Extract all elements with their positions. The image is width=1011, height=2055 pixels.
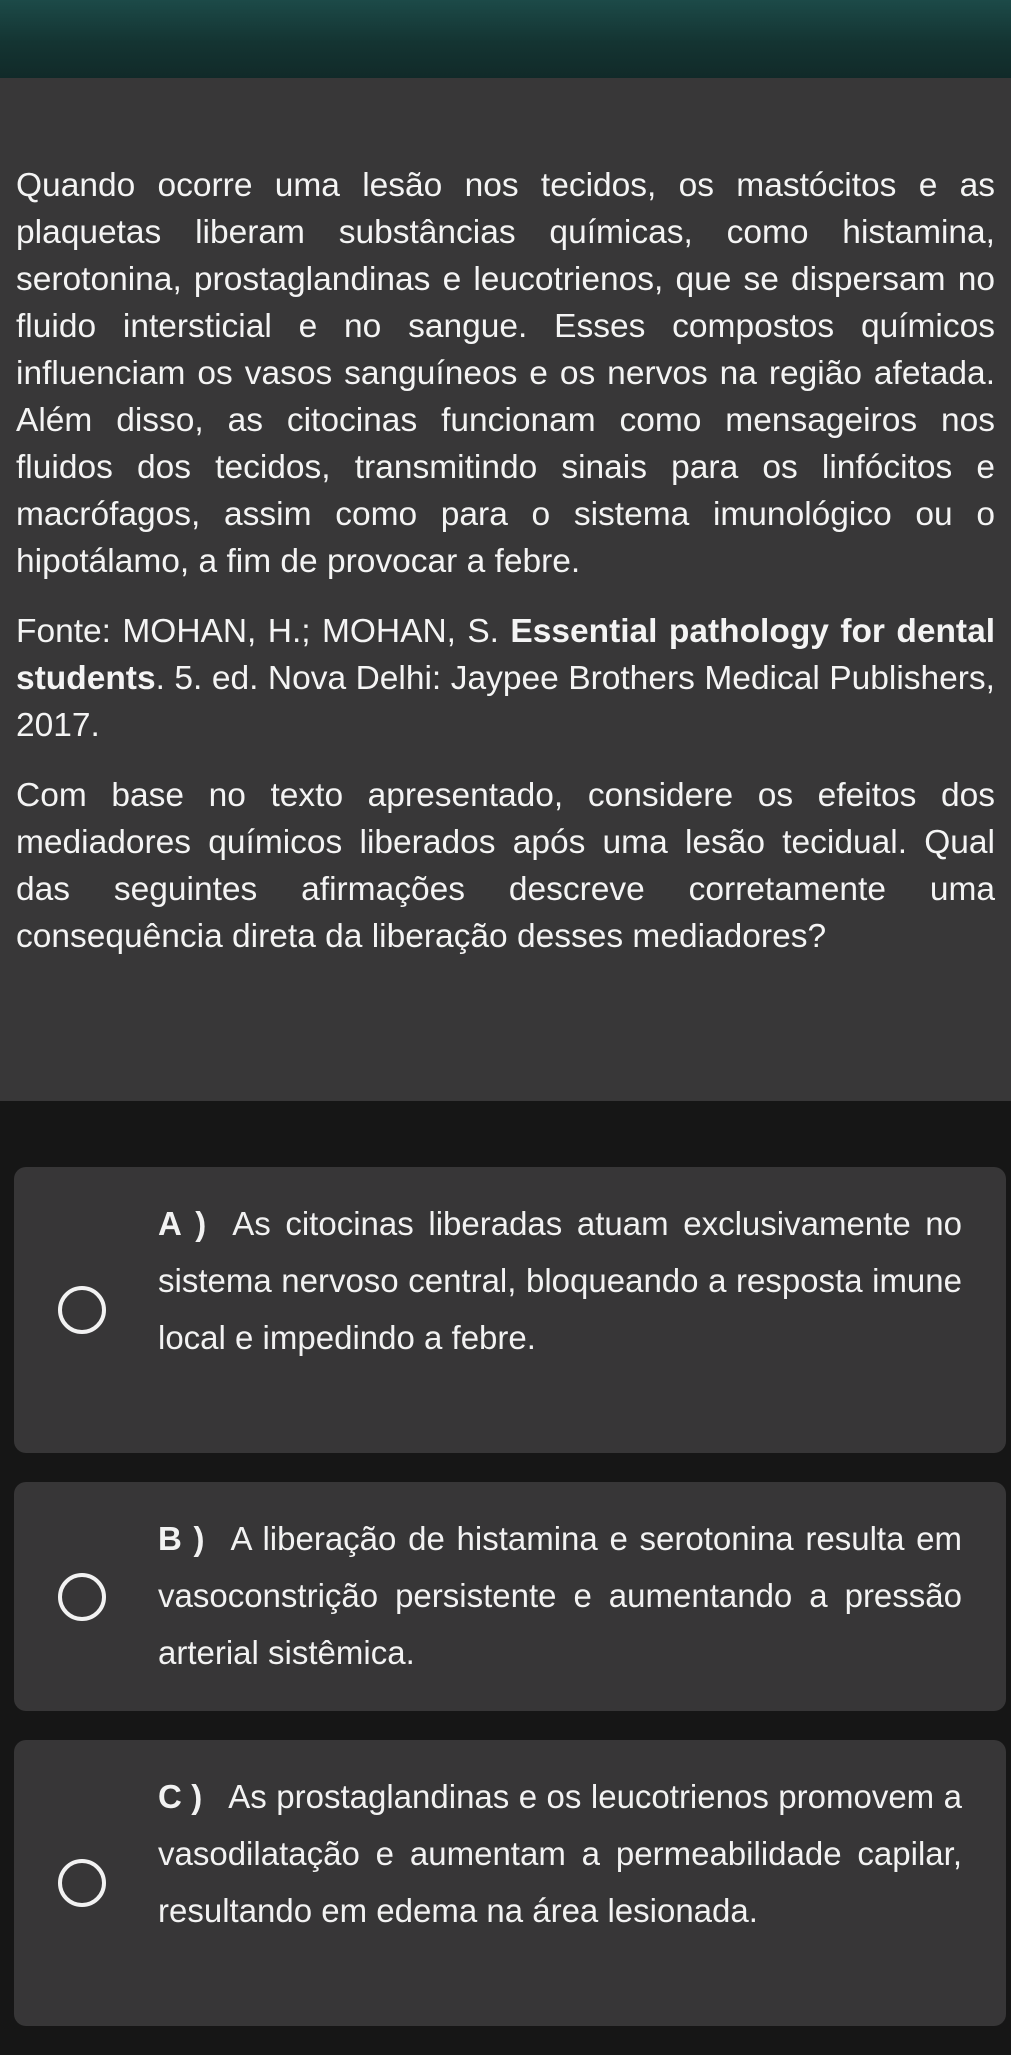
radio-button-a[interactable]: [58, 1286, 106, 1334]
option-a[interactable]: [14, 1167, 1006, 1453]
radio-button-b[interactable]: [58, 1573, 106, 1621]
option-c-body: As prostaglandinas e os leucotrienos promovem a vasodilatação e aumentam a permeabilidade capilar, resultando em edema na área lesionada.: [158, 1778, 962, 1929]
answer-options: [14, 1167, 1006, 2055]
option-b-text: [158, 1510, 962, 1681]
top-bar: [0, 0, 1011, 78]
option-c[interactable]: [14, 1740, 1006, 2026]
source-prefix: Fonte: MOHAN, H.; MOHAN, S.: [16, 613, 511, 650]
question-prompt: Com base no texto apresentado, considere os efeitos dos mediadores químicos liberados após uma lesão tecidual. Qual das seguintes afirmações descreve corretamente uma consequência direta da liberação desses mediadores?: [16, 777, 995, 955]
source-title: Essential pathology for dental students: [16, 613, 996, 697]
source-suffix: . 5. ed. Nova Delhi: Jaypee Brothers Medical Publishers, 2017.: [16, 660, 995, 744]
radio-button-c[interactable]: [58, 1859, 106, 1907]
option-a-letter: A ): [158, 1205, 207, 1242]
source-citation: [16, 608, 995, 749]
option-c-text: [158, 1768, 962, 1939]
option-c-letter: C ): [158, 1778, 203, 1815]
option-a-text: [158, 1195, 962, 1366]
context-paragraph: Quando ocorre uma lesão nos tecidos, os mastócitos e as plaquetas liberam substâncias químicas, como histamina, serotonina, prostaglandinas e leucotrienos, que se dispersam no fluido intersticial e no sangue. Esses compostos químicos influenciam os vasos sanguíneos e os nervos na região afetada. Além disso, as citocinas funcionam como mensageiros nos fluidos dos tecidos, transmitindo sinais para os linfócitos e macrófagos, assim como para o sistema imunológico ou o hipotálamo, a fim de provocar a febre.: [16, 167, 995, 580]
option-a-body: As citocinas liberadas atuam exclusivamente no sistema nervoso central, bloqueando a resposta imune local e impedindo a febre.: [158, 1205, 962, 1356]
option-b[interactable]: [14, 1482, 1006, 1711]
question-panel: [0, 78, 1011, 1101]
option-b-letter: B ): [158, 1520, 205, 1557]
option-b-body: A liberação de histamina e serotonina resulta em vasoconstrição persistente e aumentando a pressão arterial sistêmica.: [158, 1520, 962, 1671]
